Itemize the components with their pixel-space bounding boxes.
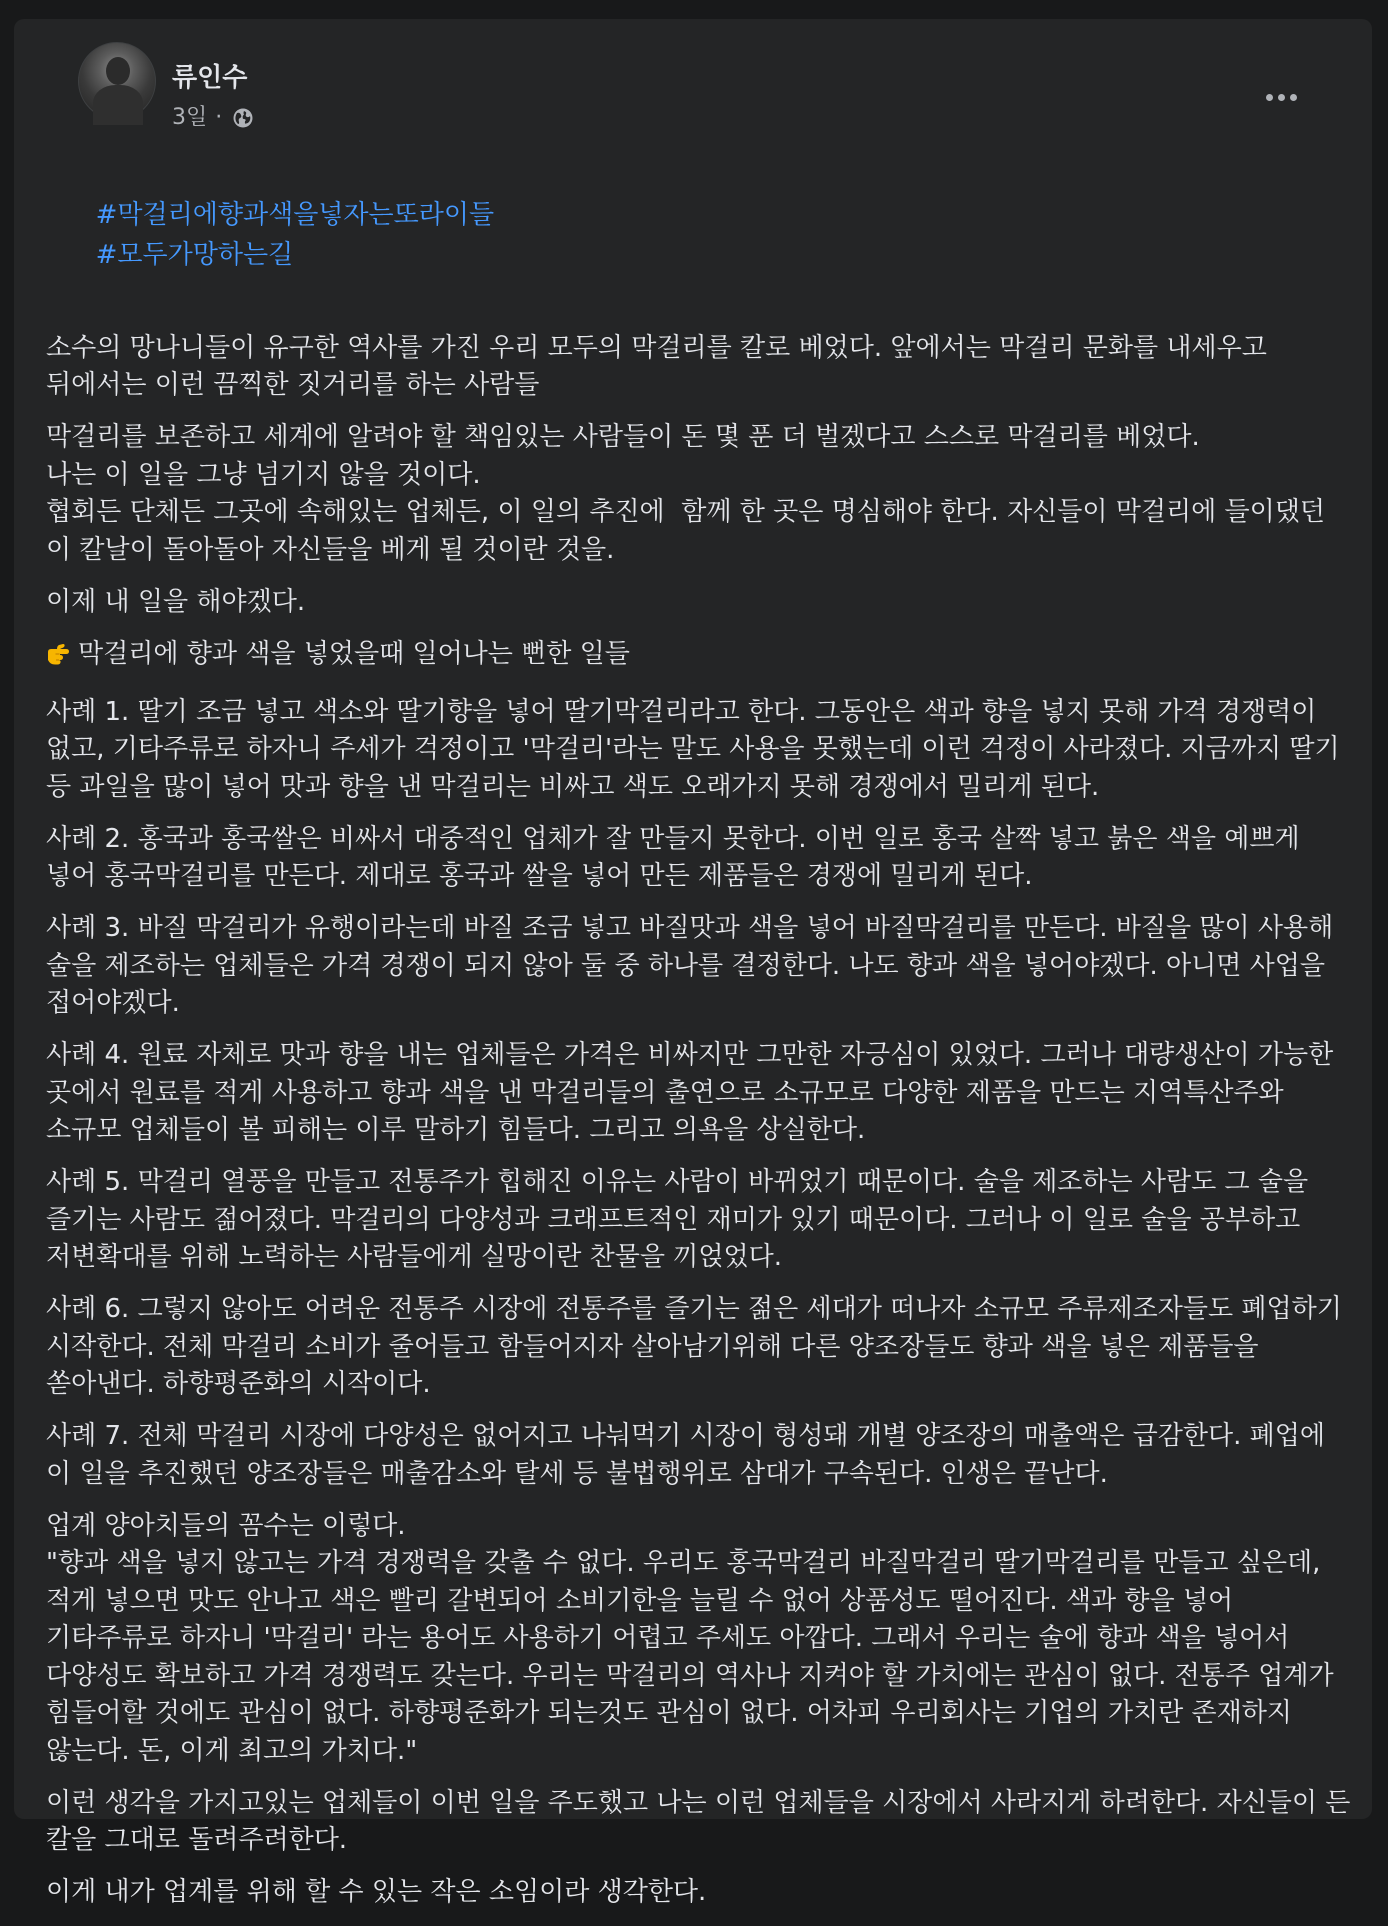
post-paragraph: 사례 5. 막걸리 열풍을 만들고 전통주가 힙해진 이유는 사람이 바뀌었기 때문이다. 술을 제조하는 사람도 그 술을 즐기는 사람도 젊어졌다. 막걸리의 다양성과 크래프트적인 재미가 있기 때문이다. 그러나 이 일로 술을 공부하고 저변확대를 위해 노력하는 사람들에게 실망이란 찬물을 끼얹었다. xyxy=(46,1167,1317,1272)
list-heading-text: 막걸리에 향과 색을 넣었을때 일어나는 뻔한 일들 xyxy=(78,638,630,669)
post-header xyxy=(46,19,1340,134)
meta-separator: · xyxy=(215,105,223,130)
author-name[interactable]: 류인수 xyxy=(172,63,248,93)
post-paragraph: 업계 양아치들의 꼼수는 이렇다. "향과 색을 넣지 않고는 가격 경쟁력을 갖출 수 없다. 우리도 홍국막걸리 바질막걸리 딸기막걸리를 만들고 싶은데, 적게 넣으면 맛도 안나고 색은 빨리 갈변되어 소비기한을 늘릴 수 없어 상품성도 떨어진다. 색과 향을 넣어 기타주류로 하자니 '막걸리' 라는 용어도 사용하기 어렵고 주세도 아깝다. 그래서 우리는 술에 향과 색을 넣어서 다양성도 확보하고 가격 경쟁력도 갖는다. 우리는 막걸리의 역사나 지켜야 할 가치에는 관심이 없다. 전통주 업계가 힘들어할 것에도 관심이 없다. 하향평준화가 되는것도 관심이 없다. 어차피 우리회사는 기업의 가치란 존재하지 않는다. 돈, 이게 최고의 가치다." xyxy=(46,1510,1334,1766)
post-body xyxy=(46,155,1359,1926)
post-paragraph: 사례 3. 바질 막걸리가 유행이라는데 바질 조금 넣고 바질맛과 색을 넣어 바질막걸리를 만든다. 바질을 많이 사용해 술을 제조하는 업체들은 가격 경쟁이 되지 않아 둘 중 하나를 결정한다. 나도 향과 색을 넣어야겠다. 아니면 사업을 접어야겠다. xyxy=(46,913,1342,1018)
post-paragraph: 이런 생각을 가지고있는 업체들이 이번 일을 주도했고 나는 이런 업체들을 시장에서 사라지게 하려한다. 자신들이 든 칼을 그대로 돌려주려한다. xyxy=(46,1787,1359,1855)
avatar[interactable] xyxy=(78,42,156,120)
post-paragraph xyxy=(46,636,1356,680)
globe-icon xyxy=(232,107,254,129)
post-paragraph: 이게 내가 업계를 위해 할 수 있는 작은 소임이라 생각한다. xyxy=(46,1877,707,1907)
hashtag-link[interactable]: #모두가망하는길 xyxy=(95,240,294,270)
post-paragraph: 사례 1. 딸기 조금 넣고 색소와 딸기향을 넣어 딸기막걸리라고 한다. 그동안은 색과 향을 넣지 못해 가격 경쟁력이 없고, 기타주류로 하자니 주세가 걱정이고 '막걸리'라는 말도 사용을 못했는데 이런 걱정이 사라졌다. 지금까지 딸기 등 과일을 많이 넣어 맛과 향을 낸 막걸리는 비싸고 색도 오래가지 못해 경쟁에서 밀리게 된다. xyxy=(46,696,1348,802)
more-options-button[interactable] xyxy=(1256,79,1306,115)
post-paragraph: 사례 2. 홍국과 홍국쌀은 비싸서 대중적인 업체가 잘 만들지 못한다. 이번 일로 홍국 살짝 넣고 붉은 색을 예쁘게 넣어 홍국막걸리를 만든다. 제대로 홍국과 쌀을 넣어 만든 제품들은 경쟁에 밀리게 된다. xyxy=(46,823,1308,891)
more-options-icon xyxy=(1266,94,1273,101)
post-paragraph: 소수의 망나니들이 유구한 역사를 가진 우리 모두의 막걸리를 칼로 베었다. 앞에서는 막걸리 문화를 내세우고 뒤에서는 이런 끔찍한 짓거리를 하는 사람들 xyxy=(46,332,1276,400)
post-paragraph: 사례 4. 원료 자체로 맛과 향을 내는 업체들은 가격은 비싸지만 그만한 자긍심이 있었다. 그러나 대량생산이 가능한 곳에서 원료를 적게 사용하고 향과 색을 낸 막걸리들의 출연으로 소규모로 다양한 제품을 만드는 지역특산주와 소규모 업체들이 볼 피해는 이루 말하기 힘들다. 그리고 의욕을 상실한다. xyxy=(46,1040,1342,1145)
post-paragraph: 막걸리를 보존하고 세계에 알려야 할 책임있는 사람들이 돈 몇 푼 더 벌겠다고 스스로 막걸리를 베었다. 나는 이 일을 그냥 넘기지 않을 것이다. 협회든 단체든 그곳에 속해있는 업체든, 이 일의 추진에 함께 한 곳은 명심해야 한다. 자신들이 막걸리에 들이댔던 이 칼날이 돌아돌아 자신들을 베게 될 것이란 것을. xyxy=(46,422,1325,565)
more-options-icon-dot xyxy=(1290,94,1297,101)
post-meta xyxy=(172,105,254,131)
pointing-hand-icon xyxy=(46,640,78,680)
avatar-head xyxy=(106,57,130,85)
hashtag-link[interactable]: #막걸리에향과색을넣자는또라이들 xyxy=(95,200,495,230)
more-options-icon-dot xyxy=(1278,94,1285,101)
post-time[interactable]: 3일 xyxy=(172,105,208,130)
post-card xyxy=(14,19,1372,1907)
hashtag-line xyxy=(46,155,1356,315)
post-paragraph: 사례 7. 전체 막걸리 시장에 다양성은 없어지고 나눠먹기 시장이 형성돼 개별 양조장의 매출액은 급감한다. 폐업에 이 일을 추진했던 양조장들은 매출감소와 탈세 등 불법행위로 삼대가 구속된다. 인생은 끝난다. xyxy=(46,1421,1334,1489)
avatar-body xyxy=(93,85,143,125)
post-paragraph: 사례 6. 그렇지 않아도 어려운 전통주 시장에 전통주를 즐기는 젊은 세대가 떠나자 소규모 주류제조자들도 폐업하기 시작한다. 전체 막걸리 소비가 줄어들고 함들어지자 살아남기위해 다른 양조장들도 향과 색을 넣은 제품들을 쏟아낸다. 하향평준화의 시작이다. xyxy=(46,1294,1351,1399)
post-paragraph: 이제 내 일을 해야겠다. xyxy=(46,586,306,617)
